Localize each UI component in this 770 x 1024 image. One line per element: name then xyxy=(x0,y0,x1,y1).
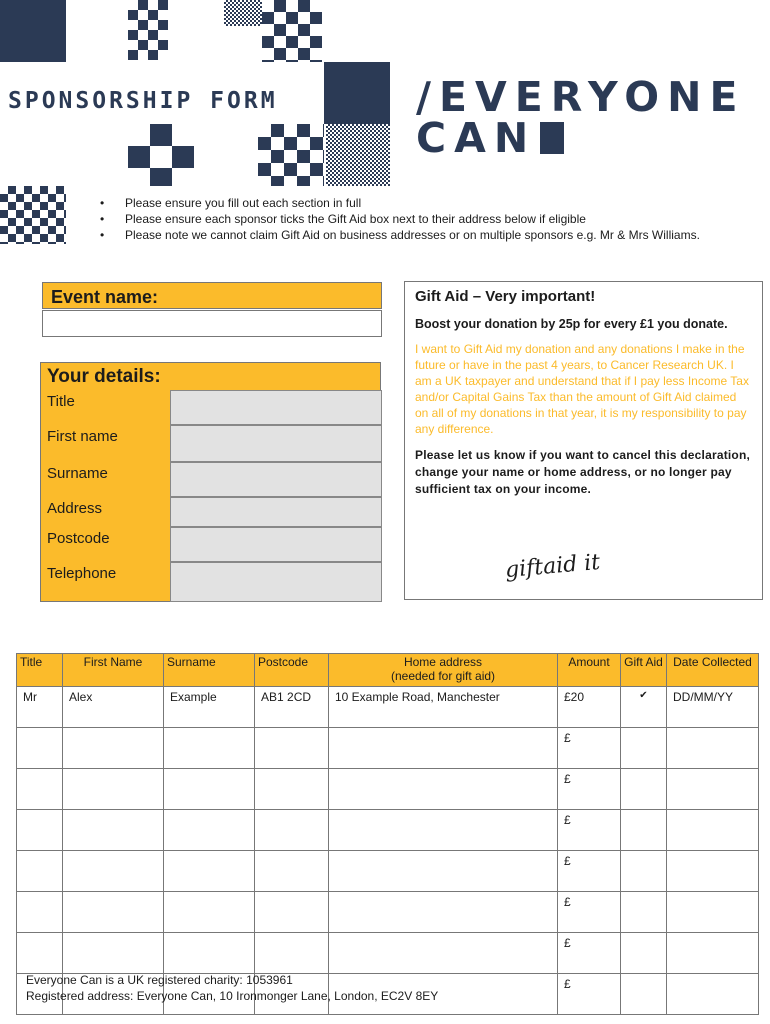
cell-date[interactable]: DD/MM/YY xyxy=(667,687,759,728)
cell-gift-aid[interactable] xyxy=(621,769,667,810)
cell-gift-aid[interactable] xyxy=(621,933,667,974)
cell-surname[interactable] xyxy=(164,851,255,892)
cell-postcode[interactable] xyxy=(255,892,329,933)
instruction-item: • Please ensure each sponsor ticks the Gift Aid box next to their address below if eligible xyxy=(100,211,710,227)
cell-postcode[interactable] xyxy=(255,769,329,810)
cell-amount[interactable]: £ xyxy=(558,810,621,851)
cell-first-name[interactable] xyxy=(63,851,164,892)
footer xyxy=(26,972,438,1004)
detail-row-first-name xyxy=(41,425,382,462)
event-name-label: Event name: xyxy=(42,282,382,309)
telephone-input[interactable] xyxy=(170,562,382,602)
footer-registered-address: Registered address: Everyone Can, 10 Ironmonger Lane, London, EC2V 8EY xyxy=(26,989,439,1003)
cell-home-address[interactable] xyxy=(329,728,558,769)
gift-aid-cancel-note: Please let us know if you want to cancel this declaration, change your name or home address, or no longer pay sufficient tax on your income. xyxy=(415,448,751,496)
col-header-postcode: Postcode xyxy=(255,654,329,687)
detail-label: First name xyxy=(47,428,118,445)
col-header-gift-aid: Gift Aid xyxy=(621,654,667,687)
cell-home-address[interactable] xyxy=(329,851,558,892)
home-address-label: Home address xyxy=(403,655,483,669)
detail-row-title xyxy=(41,390,382,425)
detail-label: Surname xyxy=(47,465,108,482)
gift-aid-panel xyxy=(404,281,763,600)
cell-amount[interactable]: £ xyxy=(558,769,621,810)
col-header-date: Date Collected xyxy=(667,654,759,687)
cell-surname[interactable] xyxy=(164,933,255,974)
cell-home-address[interactable] xyxy=(329,810,558,851)
table-row xyxy=(17,769,759,810)
gift-aid-boost: Boost your donation by 25p for every £1 you donate. xyxy=(415,317,728,331)
address-input[interactable] xyxy=(170,497,382,527)
gift-aid-declaration: I want to Gift Aid my donation and any donations I make in the future or have in the past 4 years, to Cancer Research UK. I am a UK taxpayer and understand that if I pay less Income Tax and/or Capital Gains Tax than the amount of Gift Aid claimed on all of my donations in that year, it is my responsibility to pay any difference. xyxy=(415,342,749,436)
cell-gift-aid[interactable] xyxy=(621,892,667,933)
cell-first-name[interactable] xyxy=(63,892,164,933)
first-name-input[interactable] xyxy=(170,425,382,462)
table-row xyxy=(17,851,759,892)
cell-postcode[interactable] xyxy=(255,810,329,851)
your-details-header: Your details: xyxy=(47,366,161,387)
detail-label: Telephone xyxy=(47,565,117,582)
detail-row-postcode xyxy=(41,527,382,562)
cell-amount[interactable]: £20 xyxy=(558,687,621,728)
cell-date[interactable] xyxy=(667,851,759,892)
detail-label: Postcode xyxy=(47,530,110,547)
surname-input[interactable] xyxy=(170,462,382,497)
gift-aid-title: Gift Aid – Very important! xyxy=(415,288,596,305)
cell-title[interactable] xyxy=(17,769,63,810)
table-row-example xyxy=(17,687,759,728)
cell-postcode[interactable] xyxy=(255,728,329,769)
footer-charity-number: Everyone Can is a UK registered charity: 1053961 xyxy=(26,973,293,987)
cell-date[interactable] xyxy=(667,810,759,851)
cell-title[interactable]: Mr xyxy=(17,687,63,728)
col-header-first-name: First Name xyxy=(63,654,164,687)
detail-row-telephone xyxy=(41,562,382,602)
cell-surname[interactable] xyxy=(164,810,255,851)
table-row xyxy=(17,892,759,933)
instruction-item: • Please note we cannot claim Gift Aid on business addresses or on multiple sponsors e.g. Mr & Mrs Williams. xyxy=(100,227,710,243)
detail-row-address xyxy=(41,497,382,527)
cell-gift-aid[interactable]: ✔ xyxy=(621,687,667,728)
cell-surname[interactable] xyxy=(164,769,255,810)
instructions-list xyxy=(100,195,710,243)
instruction-item: • Please ensure you fill out each section in full xyxy=(100,195,710,211)
cell-amount[interactable]: £ xyxy=(558,728,621,769)
cell-postcode[interactable] xyxy=(255,851,329,892)
cell-home-address[interactable]: 10 Example Road, Manchester xyxy=(329,687,558,728)
brand-logo-square xyxy=(540,122,564,154)
cell-date[interactable] xyxy=(667,974,759,1015)
cell-amount[interactable]: £ xyxy=(558,851,621,892)
cell-surname[interactable]: Example xyxy=(164,687,255,728)
cell-title[interactable] xyxy=(17,933,63,974)
cell-home-address[interactable] xyxy=(329,892,558,933)
col-header-home-address xyxy=(329,654,558,687)
cell-amount[interactable]: £ xyxy=(558,933,621,974)
cell-first-name[interactable] xyxy=(63,933,164,974)
cell-first-name[interactable] xyxy=(63,769,164,810)
cell-gift-aid[interactable] xyxy=(621,851,667,892)
cell-home-address[interactable] xyxy=(329,933,558,974)
cell-title[interactable] xyxy=(17,851,63,892)
your-details-section xyxy=(40,362,381,602)
cell-postcode[interactable]: AB1 2CD xyxy=(255,687,329,728)
cell-gift-aid[interactable] xyxy=(621,810,667,851)
brand-logo-line2: CAN xyxy=(416,114,537,162)
cell-postcode[interactable] xyxy=(255,933,329,974)
event-name-section xyxy=(42,282,382,337)
table-row xyxy=(17,728,759,769)
cell-title[interactable] xyxy=(17,810,63,851)
cell-date[interactable] xyxy=(667,769,759,810)
col-header-surname: Surname xyxy=(164,654,255,687)
table-row xyxy=(17,933,759,974)
cell-title[interactable] xyxy=(17,728,63,769)
cell-gift-aid[interactable] xyxy=(621,974,667,1015)
postcode-input[interactable] xyxy=(170,527,382,562)
title-input[interactable] xyxy=(170,390,382,425)
cell-gift-aid[interactable] xyxy=(621,728,667,769)
cell-title[interactable] xyxy=(17,892,63,933)
detail-label: Title xyxy=(47,393,75,410)
form-title: SPONSORSHIP FORM xyxy=(8,88,278,114)
detail-row-surname xyxy=(41,462,382,497)
cell-first-name[interactable]: Alex xyxy=(63,687,164,728)
cell-amount[interactable]: £ xyxy=(558,974,621,1015)
gift-aid-logo: giftaid it xyxy=(504,549,602,584)
cell-amount[interactable]: £ xyxy=(558,892,621,933)
detail-label: Address xyxy=(47,500,103,517)
home-address-note: (needed for gift aid) xyxy=(390,669,496,683)
table-row xyxy=(17,810,759,851)
cell-surname[interactable] xyxy=(164,892,255,933)
cell-first-name[interactable] xyxy=(63,728,164,769)
cell-first-name[interactable] xyxy=(63,810,164,851)
col-header-amount: Amount xyxy=(558,654,621,687)
col-header-title: Title xyxy=(17,654,63,687)
cell-surname[interactable] xyxy=(164,728,255,769)
table-header-row xyxy=(17,654,759,687)
cell-date[interactable] xyxy=(667,728,759,769)
brand-logo-line1: /EVERYONE xyxy=(416,73,746,121)
event-name-input[interactable] xyxy=(42,310,382,337)
cell-date[interactable] xyxy=(667,933,759,974)
cell-home-address[interactable] xyxy=(329,769,558,810)
sponsor-table xyxy=(16,653,759,1015)
cell-date[interactable] xyxy=(667,892,759,933)
